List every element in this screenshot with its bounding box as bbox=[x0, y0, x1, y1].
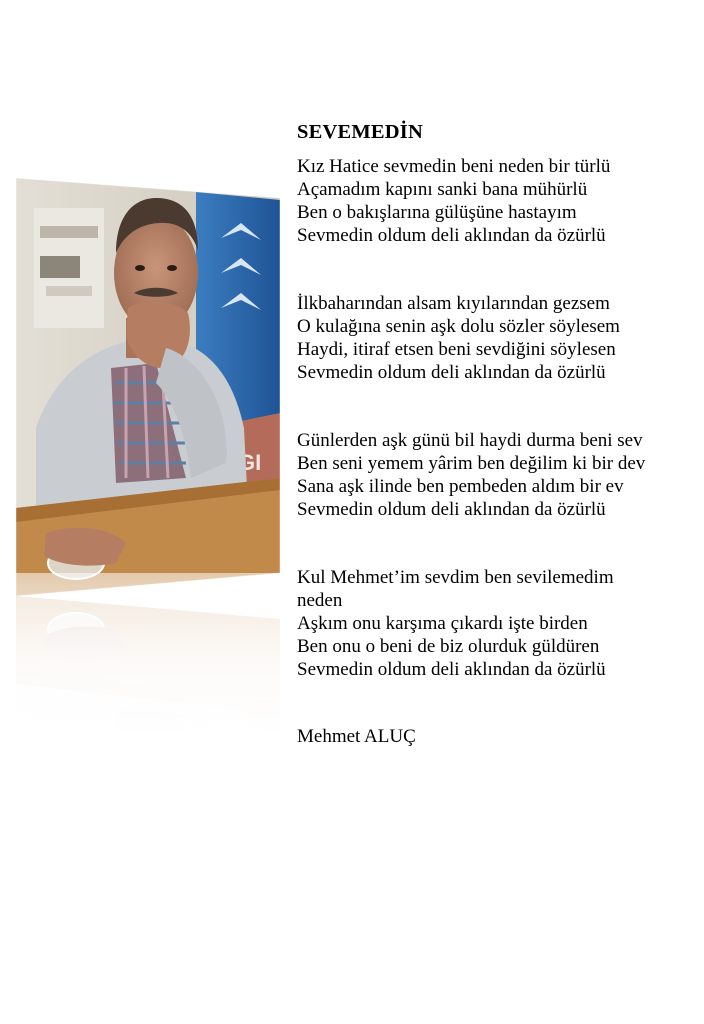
stanza-2 bbox=[297, 292, 704, 384]
poem-line: Sana aşk ilinde ben pembeden aldım bir ev bbox=[297, 476, 624, 497]
poem-line: Günlerden aşk günü bil haydi durma beni sev bbox=[297, 430, 643, 451]
poem-line: Ben o bakışlarına gülüşüne hastayım bbox=[297, 202, 577, 223]
poem bbox=[297, 118, 704, 748]
stanza-3 bbox=[297, 429, 704, 521]
poem-line: Sevmedin oldum deli aklından da özürlü bbox=[297, 362, 606, 383]
poem-line: Ben onu o beni de biz olurduk güldüren bbox=[297, 636, 600, 657]
poem-line: neden bbox=[297, 590, 343, 611]
poem-line: Kul Mehmet’im sevdim ben sevilemedim bbox=[297, 567, 614, 588]
poem-line: İlkbaharından alsam kıyılarından gezsem bbox=[297, 293, 610, 314]
poem-line: Haydi, itiraf etsen beni sevdiğini söylesen bbox=[297, 339, 616, 360]
photo-image bbox=[16, 178, 280, 738]
poem-line: Kız Hatice sevmedin beni neden bir türlü bbox=[297, 156, 611, 177]
poem-line: Sevmedin oldum deli aklından da özürlü bbox=[297, 225, 606, 246]
stanza-4 bbox=[297, 566, 704, 681]
poem-author: Mehmet ALUÇ bbox=[297, 726, 416, 747]
stanza-1 bbox=[297, 155, 704, 247]
poem-line: Sevmedin oldum deli aklından da özürlü bbox=[297, 499, 606, 520]
poem-title: SEVEMEDİN bbox=[297, 121, 423, 143]
poem-line: O kulağına senin aşk dolu sözler söylesem bbox=[297, 316, 620, 337]
poem-line: Açamadım kapını sanki bana mühürlü bbox=[297, 179, 588, 200]
poem-line: Aşkım onu karşıma çıkardı işte birden bbox=[297, 613, 588, 634]
portrait-photo bbox=[16, 178, 280, 738]
poem-line: Ben seni yemem yârim ben değilim ki bir dev bbox=[297, 453, 646, 474]
poem-line: Sevmedin oldum deli aklından da özürlü bbox=[297, 659, 606, 680]
